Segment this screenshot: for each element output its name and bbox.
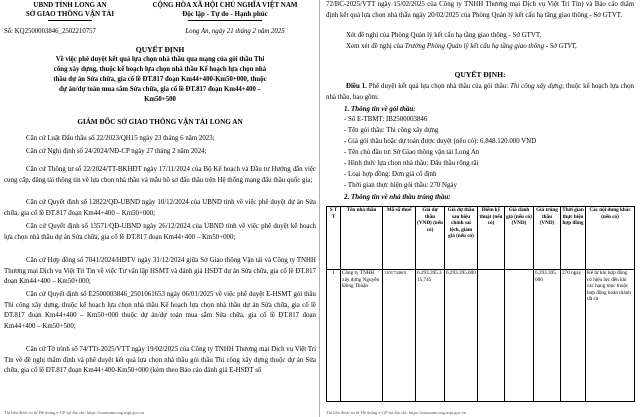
province-name: UBND TỈNH LONG AN bbox=[33, 1, 107, 9]
cell-adjusted-price: 6.293.395.000 bbox=[445, 270, 478, 402]
subtitle-line-2: công xây dựng, thuộc kế hoạch lựa chọn nhà thầu Kế hoạch lựa chọn nhà bbox=[53, 66, 267, 73]
info-package-name: - Tên gói thầu: Thi công xây dựng bbox=[344, 127, 439, 134]
col-header-award-price: Giá trúng thầu (VND) bbox=[534, 207, 561, 270]
col-header-bid-price: Giá dự thầu (VND) (nếu có) bbox=[416, 207, 445, 270]
info-tbmt-number: - Số E-TBMT: IB2500003846 bbox=[344, 116, 428, 123]
article-1-text-end: ; thuộc kế hoạch lựa chọn nhà thầu, bao gồm: bbox=[326, 83, 634, 101]
national-motto: Độc lập - Tự do - Hạnh phúc bbox=[182, 10, 268, 18]
col-header-contractor: Tên nhà thầu bbox=[341, 207, 383, 270]
cell-technical-score bbox=[478, 270, 505, 402]
basis-circular: Căn cứ Thông tư số 22/2024/TT-BKHĐT ngày 17/11/2024 của Bộ Kế hoạch và Đầu tư Hướng dẫn việc cung cấp, đăng tải thông tin về lựa chọn nhà thầu và mẫu hồ sơ đấu thầu trên Hệ thống mạng đấu thầu quốc gia; bbox=[4, 166, 316, 184]
cell-tax-code: 1101734601 bbox=[383, 270, 416, 402]
nation-title: CỘNG HÒA XÃ HỘI CHỦ NGHĨA VIỆT NAM bbox=[152, 1, 298, 9]
page-footer-left: Tài liệu được in từ Hệ thống e-GP tại địa chỉ: https://muasamcong.mpi.gov.vn bbox=[4, 410, 145, 415]
subtitle-line-3: thầu dự án Sửa chữa, gia cố lề ĐT.817 đoạn Km44+400-Km50+000, thuộc bbox=[53, 76, 267, 83]
basis-plan-approval: Căn cứ Quyết định số 13571/QĐ-UBND ngày 26/12/2024 của UBND tỉnh về việc phê duyệt kế hoạch lựa chọn nhà thầu dự án Sửa chữa, gia cố lề ĐT.817 đoạn Km44+400 – Km50+000; bbox=[4, 223, 316, 241]
basis-law: Căn cứ Luật Đấu thầu số 22/2023/QH15 ngày 23 tháng 6 năm 2023; bbox=[26, 135, 215, 142]
basis-ehsmt-approval: Căn cứ Quyết định số E2500003846_2501061653 ngày 06/01/2025 về việc phê duyệt E-HSMT gói thầu Thi công xây dựng, thuộc kế hoạch lựa chọn nhà thầu Kế hoạch lựa chọn nhà thầu dự án Sửa chữa, gia cố lề ĐT.817 đoạn Km44+400 – Km50+000 thuộc dự án/dự toán mua sắm Sửa chữa, gia cố lề ĐT.817 đoạn Km44+400 – Km50+500; bbox=[4, 291, 316, 330]
col-header-other: Các nội dung khác (nếu có) bbox=[586, 207, 635, 270]
col-header-tax-code: Mã số thuế bbox=[383, 207, 416, 270]
proposal-review-prefix: Xem xét đề nghị của bbox=[346, 43, 405, 50]
cell-stt: 1 bbox=[327, 270, 341, 402]
cell-award-price: 6.293.395.000 bbox=[534, 270, 561, 402]
info-duration: - Thời gian thực hiện gói thầu: 270 Ngày bbox=[344, 182, 457, 189]
cell-other: Kể từ khi hợp đồng có hiệu lực đến khi các hạng mục thuộc hợp đồng hoàn thành tất cả bbox=[586, 270, 635, 402]
department-underline bbox=[48, 20, 92, 21]
cell-contractor-name: Công ty TNHH xây dựng Nguyễn Đồng Thuận bbox=[341, 270, 383, 402]
motto-underline bbox=[188, 20, 262, 21]
subtitle-line-4: dự án/dự toán mua sắm Sửa chữa, gia cố lề ĐT.817 đoạn Km44+400 – bbox=[59, 86, 261, 93]
col-header-evaluated-price: Giá đánh giá (nếu có) (VND) bbox=[505, 207, 534, 270]
info-investor: - Tên chủ đầu tư: Sở Giao thông vận tải Long An bbox=[344, 149, 480, 156]
info-contract-type: - Loại hợp đồng: Đơn giá cố định bbox=[344, 171, 437, 178]
proposal-paragraph: Xét đề nghị của Phòng Quản lý kết cấu hạ tầng giao thông - Sở GTVT. bbox=[346, 32, 542, 39]
table-row bbox=[327, 270, 635, 402]
col-header-duration: Thời gian thực hiện hợp đồng bbox=[561, 207, 586, 270]
article-1-label: Điều 1. bbox=[346, 83, 367, 90]
proposal-review-source: Trưởng Phòng Quản lý kết cấu hạ tầng giao thông - Sở GTVT, bbox=[404, 43, 577, 50]
basis-submission: Căn cứ Tờ trình số 74/TTr-2025/VTT ngày 19/02/2025 của Công ty TNHH Thương mại Dịch vụ Việt Trí Tín về đề nghị thẩm định và phê duyệt kết quả lựa chọn nhà thầu gói thầu Thi công xây dựng thuộc dự án Sửa chữa, gia cố lề ĐT.817 đoạn Km44+400-Km50+000 (kèm theo Báo cáo đánh giá E-HSDT số bbox=[4, 346, 316, 374]
winning-contractor-table bbox=[326, 206, 635, 402]
proposal-review-paragraph bbox=[326, 42, 634, 53]
article-1-paragraph bbox=[326, 82, 634, 103]
basis-project-approval: Căn cứ Quyết định số 12822/QĐ-UBND ngày 10/12/2024 của UBND tỉnh về việc phê duyệt dự án Sửa chữa, gia cố lề ĐT.817 đoạn Km44+400 – Km50+000; bbox=[4, 199, 316, 217]
department-name: SỞ GIAO THÔNG VẬN TẢI bbox=[25, 10, 115, 18]
section-1-heading: 1. Thông tin về gói thầu: bbox=[344, 105, 416, 113]
cell-evaluated-price bbox=[505, 270, 534, 402]
table-header-row bbox=[327, 207, 635, 270]
subtitle-line-5: Km50+500 bbox=[144, 96, 176, 103]
col-header-technical-score: Điểm kỹ thuật (nếu có) bbox=[478, 207, 505, 270]
info-package-price: - Giá gói thầu hoặc dự toán được duyệt (nếu có): 6.848.120.000 VND bbox=[344, 138, 537, 145]
col-header-stt: S T T bbox=[327, 207, 341, 270]
cell-duration: 270 ngày bbox=[561, 270, 586, 402]
article-1-text: Phê duyệt kết quả lựa chọn nhà thầu của gói thầu: bbox=[366, 83, 511, 90]
document-title: QUYẾT ĐỊNH bbox=[135, 45, 185, 54]
info-selection-method: - Hình thức lựa chọn nhà thầu: Đấu thầu rộng rãi bbox=[344, 160, 479, 167]
cell-bid-price: 6.293.395.315,745 bbox=[416, 270, 445, 402]
document-date: Long An, ngày 21 tháng 2 năm 2025 bbox=[185, 28, 285, 35]
article-1-package-name: Thi công xây dựng bbox=[510, 83, 563, 90]
col-header-adjusted-price: Giá dự thầu sau hiệu chỉnh sai lệch, giảm giá (nếu có) bbox=[445, 207, 478, 270]
basis-decree: Căn cứ Nghị định số 24/2024/NĐ-CP ngày 27 tháng 2 năm 2024; bbox=[26, 148, 207, 155]
page-footer-right: Tài liệu được in từ Hệ thống e-GP tại địa chỉ: https://muasamcong.mpi.gov.vn bbox=[326, 410, 467, 415]
decision-heading: QUYẾT ĐỊNH: bbox=[454, 70, 506, 79]
issuing-authority: GIÁM ĐỐC SỞ GIAO THÔNG VẬN TẢI LONG AN bbox=[77, 118, 243, 126]
intro-paragraph: 72/BC-2025/VTT ngày 15/02/2025 của Công ty TNHH Thương mại Dịch vụ Việt Trí Tín) và Báo cáo thẩm định kết quả lựa chọn nhà thầu ngày 20/02/2025 của Phòng Quản lý kết cấu hạ tầng giao thông - Sở GTVT. bbox=[326, 1, 634, 19]
basis-consulting-contract: Căn cứ Hợp đồng số 7041/2024/HĐTV ngày 31/12/2024 giữa Sở Giao thông Vận tải và Công ty TNHH Thương mại Dịch vụ Việt Tri Tin về việc Tư vấn lập HSMT và đánh giá HSĐT dự án Sửa chữa, gia cố lề ĐT.817 đoạn Km44+400 – Km50+000; bbox=[4, 257, 316, 285]
subtitle-line-1: Về việc phê duyệt kết quả lựa chọn nhà thầu qua mạng của gói thầu Thi bbox=[55, 56, 265, 63]
section-2-heading: 2. Thông tin về nhà thầu trúng thầu: bbox=[344, 193, 451, 201]
document-page-right bbox=[320, 0, 640, 417]
document-number: Số: KQ2500003846_2502210757 bbox=[4, 28, 96, 35]
